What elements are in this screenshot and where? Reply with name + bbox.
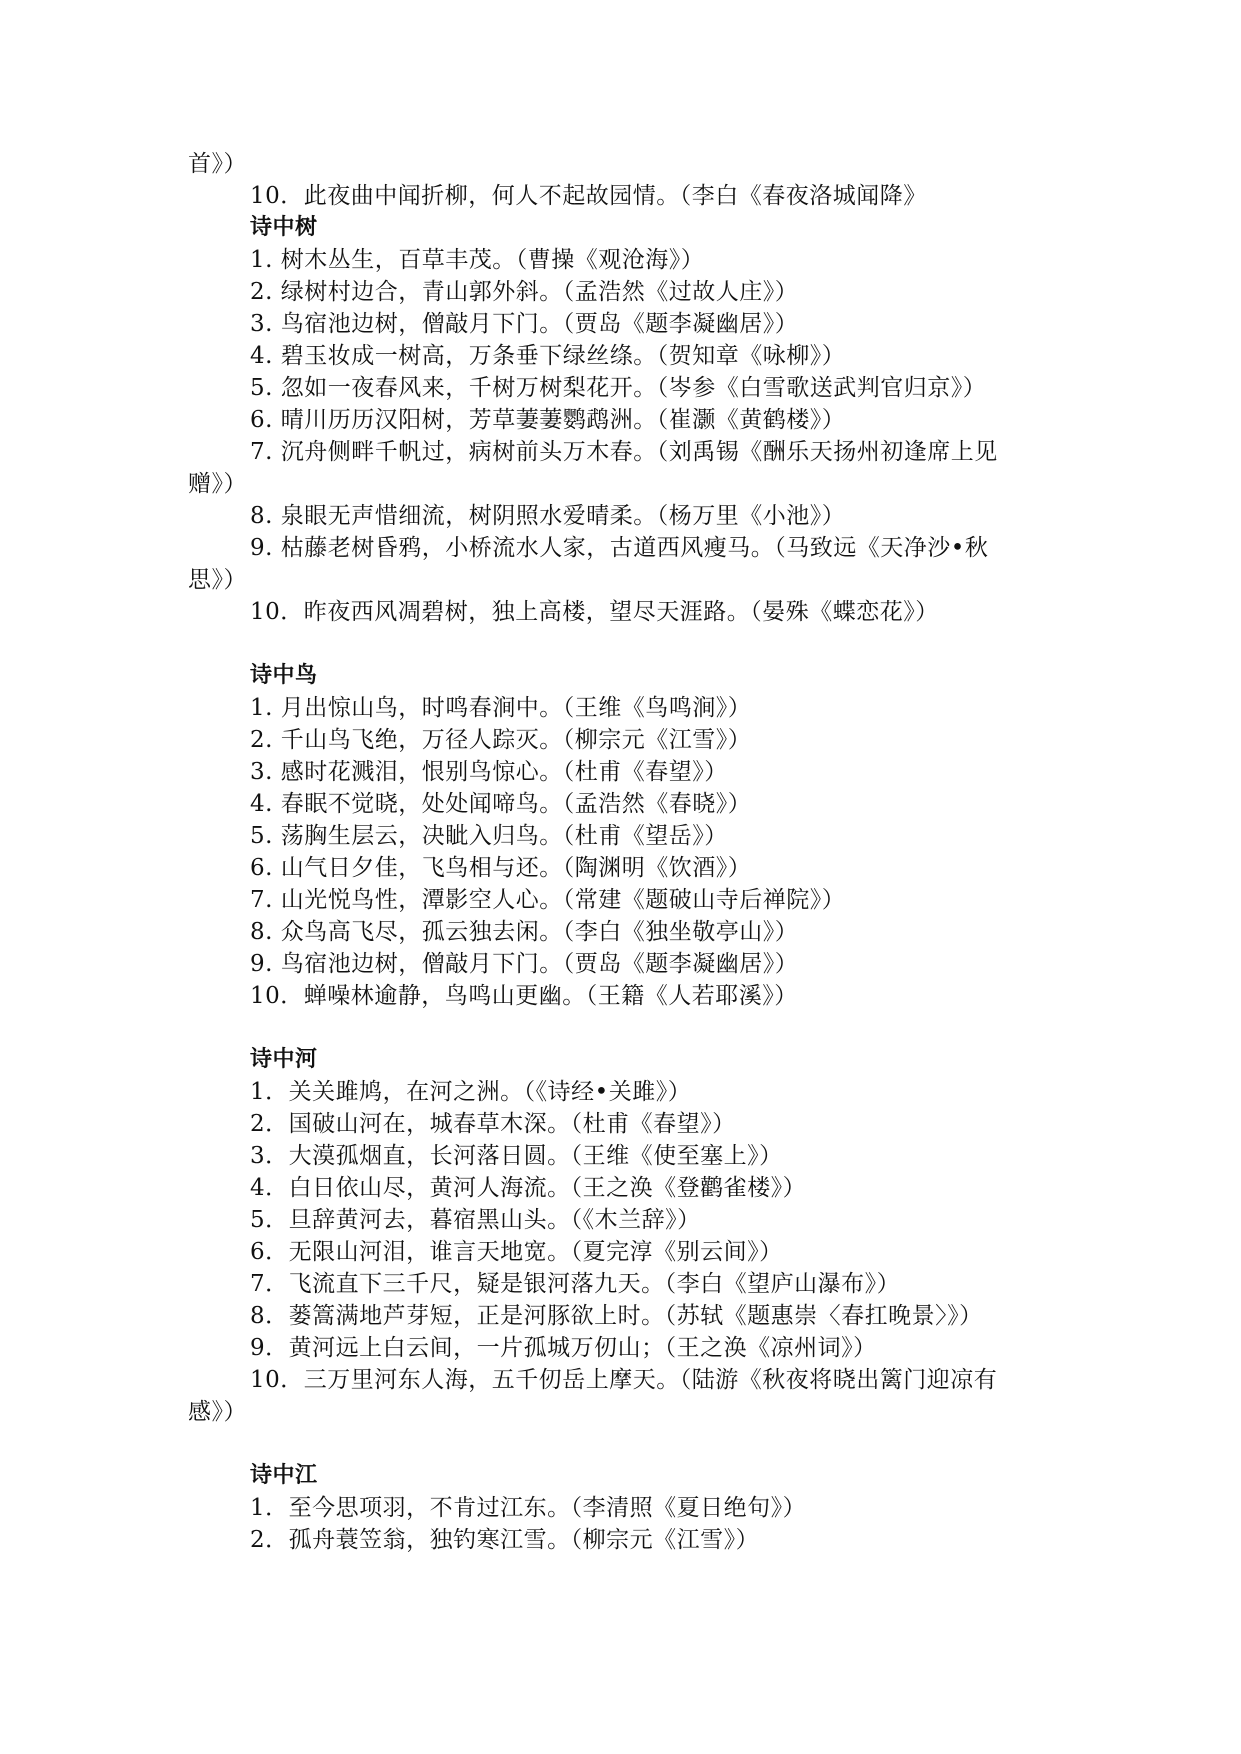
list-item: 5. 忽如一夜春风来，千树万树梨花开。（岑参《白雪歌送武判官归京》）	[250, 375, 987, 401]
list-item: 3．大漠孤烟直，长河落日圆。（王维《使至塞上》）	[250, 1143, 783, 1169]
list-item: 5．旦辞黄河去，暮宿黑山头。（《木兰辞》）	[250, 1207, 701, 1233]
list-item: 10．昨夜西风凋碧树，独上高楼，望尽天涯路。（晏殊《蝶恋花》）	[250, 599, 939, 625]
list-item-continuation: 赠》）	[188, 471, 247, 497]
list-item: 6．无限山河泪，谁言天地宽。（夏完淳《别云间》）	[250, 1239, 783, 1265]
list-item: 9. 枯藤老树昏鸦，小桥流水人家，古道西风瘦马。（马致远《天净沙•秋	[250, 535, 989, 561]
list-item: 1．关关雎鸠，在河之洲。（《诗经•关雎》）	[250, 1079, 692, 1105]
list-item: 10．蝉噪林逾静，鸟鸣山更幽。（王籍《人若耶溪》）	[250, 983, 798, 1009]
list-item: 6. 山气日夕佳，飞鸟相与还。（陶渊明《饮酒》）	[250, 855, 752, 881]
continuation-line: 首》）	[188, 151, 247, 177]
list-item: 4．白日依山尽，黄河人海流。（王之涣《登鹳雀楼》）	[250, 1175, 807, 1201]
list-item: 8. 众鸟高飞尽，孤云独去闲。（李白《独坐敬亭山》）	[250, 919, 799, 945]
list-item: 2．孤舟蓑笠翁，独钓寒江雪。（柳宗元《江雪》）	[250, 1527, 760, 1553]
list-item: 1. 树木丛生，百草丰茂。（曹操《观沧海》）	[250, 247, 705, 273]
list-item: 10．此夜曲中闻折柳，何人不起故园情。（李白《春夜洛城闻降》	[250, 183, 927, 209]
list-item: 7．飞流直下三千尺，疑是银河落九天。（李白《望庐山瀑布》）	[250, 1271, 901, 1297]
section-heading-birds: 诗中鸟	[250, 663, 318, 688]
list-item: 2．国破山河在，城春草木深。（杜甫《春望》）	[250, 1111, 736, 1137]
list-item: 9．黄河远上白云间，一片孤城万仞山；（王之涣《凉州词》）	[250, 1335, 877, 1361]
list-item: 8．蒌篙满地芦芽短，正是河豚欲上时。（苏轼《题惠崇〈春扛晚景〉》）	[250, 1303, 983, 1329]
list-item: 9. 鸟宿池边树，僧敲月下门。（贾岛《题李凝幽居》）	[250, 951, 799, 977]
list-item: 8. 泉眼无声惜细流，树阴照水爱晴柔。（杨万里《小池》）	[250, 503, 846, 529]
list-item: 7. 沉舟侧畔千帆过，病树前头万木春。（刘禹锡《酬乐天扬州初逢席上见	[250, 439, 998, 465]
list-item-continuation: 感》）	[188, 1399, 247, 1425]
list-item: 5. 荡胸生层云，决眦入归鸟。（杜甫《望岳》）	[250, 823, 728, 849]
list-item: 3. 感时花溅泪，恨别鸟惊心。（杜甫《春望》）	[250, 759, 728, 785]
list-item: 3. 鸟宿池边树，僧敲月下门。（贾岛《题李凝幽居》）	[250, 311, 799, 337]
list-item-continuation: 思》）	[188, 567, 247, 593]
list-item: 7. 山光悦鸟性，潭影空人心。（常建《题破山寺后禅院》）	[250, 887, 846, 913]
section-heading-jiang: 诗中江	[250, 1463, 318, 1488]
section-heading-trees: 诗中树	[250, 215, 318, 240]
list-item: 4. 碧玉妆成一树高，万条垂下绿丝绦。（贺知章《咏柳》）	[250, 343, 846, 369]
section-heading-rivers: 诗中河	[250, 1047, 318, 1072]
list-item: 4. 春眠不觉晓，处处闻啼鸟。（孟浩然《春晓》）	[250, 791, 752, 817]
list-item: 2. 绿树村边合，青山郭外斜。（孟浩然《过故人庄》）	[250, 279, 799, 305]
list-item: 10．三万里河东人海，五千仞岳上摩天。（陆游《秋夜将晓出篱门迎凉有	[250, 1367, 998, 1393]
list-item: 2. 千山鸟飞绝，万径人踪灭。（柳宗元《江雪》）	[250, 727, 752, 753]
list-item: 1. 月出惊山鸟，时鸣春涧中。（王维《鸟鸣涧》）	[250, 695, 752, 721]
list-item: 6. 晴川历历汉阳树，芳草萋萋鹦鹉洲。（崔灏《黄鹤楼》）	[250, 407, 846, 433]
list-item: 1．至今思项羽，不肯过江东。（李清照《夏日绝句》）	[250, 1495, 807, 1521]
